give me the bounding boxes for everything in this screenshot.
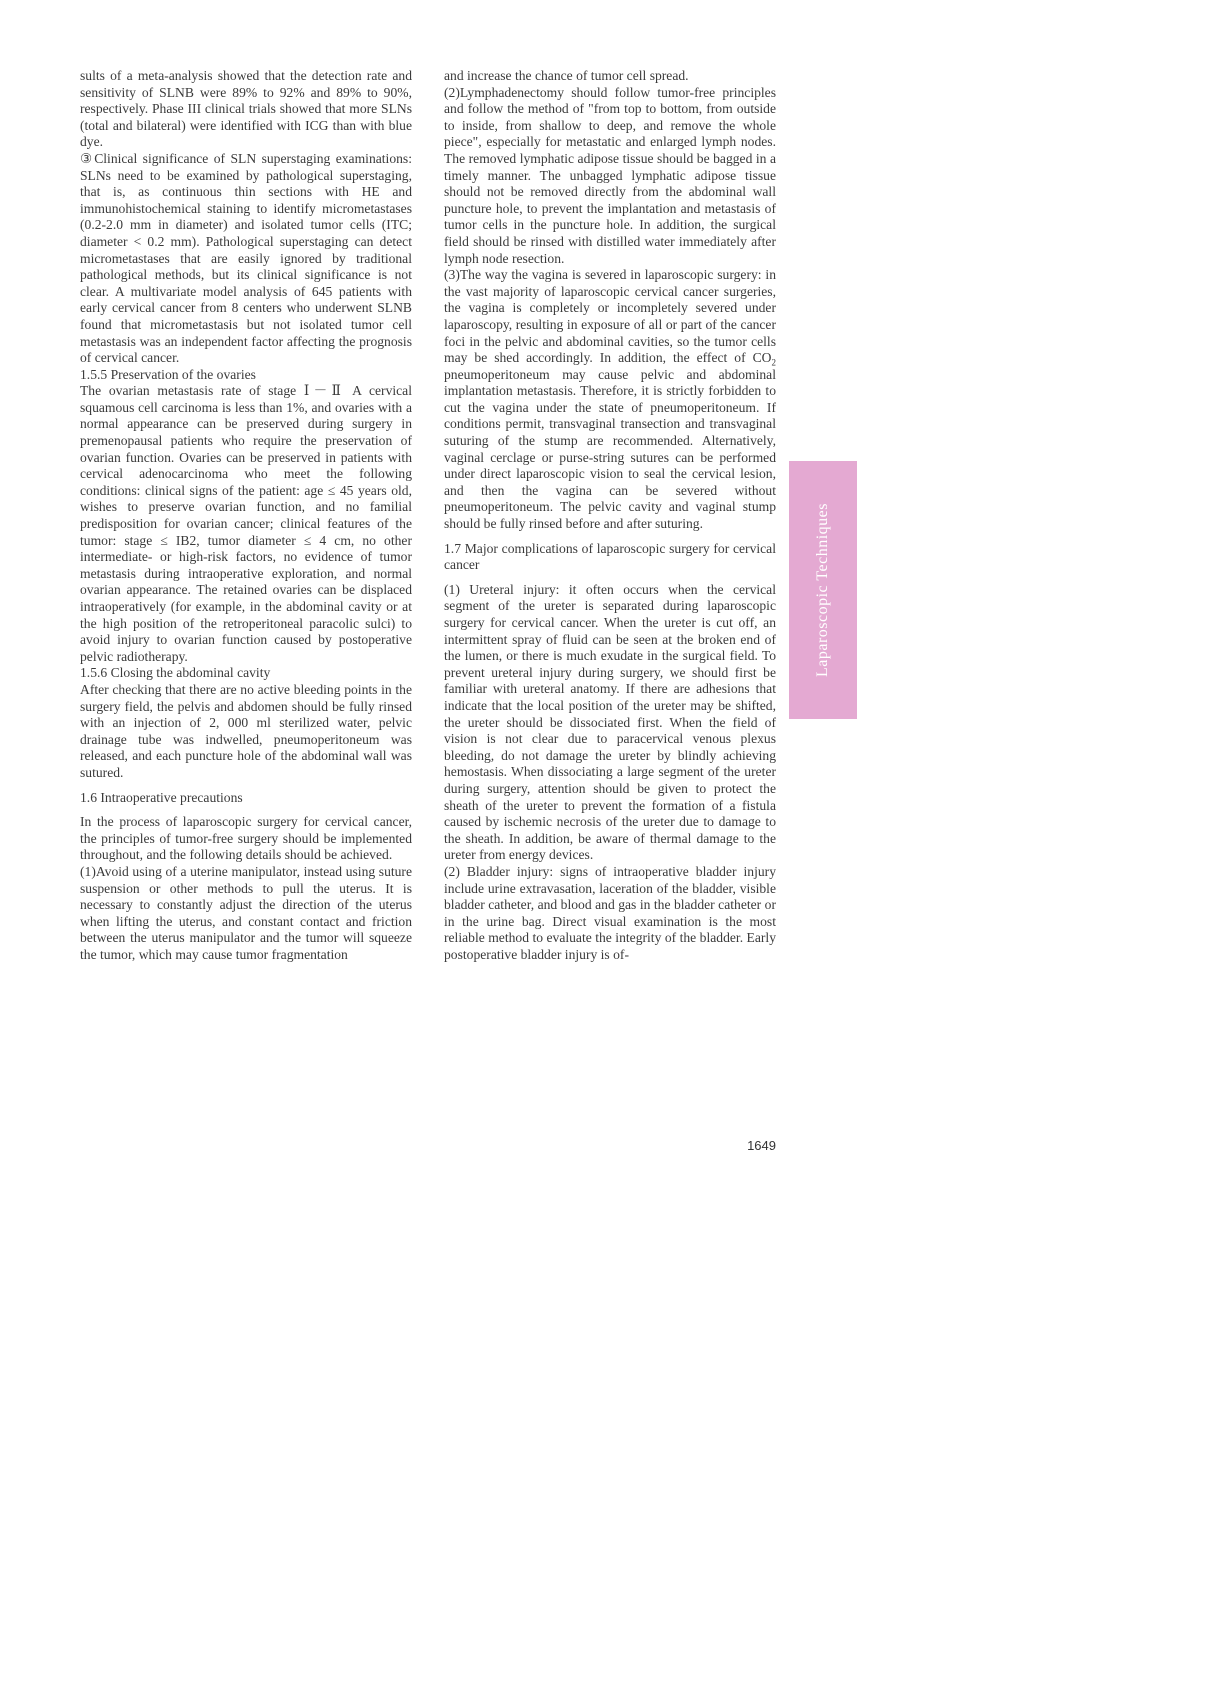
paragraph-ureteral-injury: (1) Ureteral injury: it often occurs when the cervical segment of the ureter is separated during laparoscopic surgery for cervical cancer. When the ureter is cut off, an intermittent spray of fluid can be seen at the broken end of the lumen, or there is much exudate in the surgical field. To prevent ureteral injury during surgery, we should first be familiar with ureteral anatomy. If there are adhesions that indicate that the local position of the ureter may be shifted, the ureter should be dissociated first. When the field of vision is not clear due to paracervical venous plexus bleeding, do not damage the ureter by blindly achieving hemostasis. When dissociating a large segment of the ureter during surgery, attention should be given to protect the sheath of the ureter to prevent the formation of a fistula caused by ischemic necrosis of the ureter due to damage to the sheath. In addition, be aware of thermal damage to the ureter from energy devices. (444, 581, 776, 863)
section-heading: 1.5.6 Closing the abdominal cavity (80, 665, 271, 681)
section-side-tab (789, 461, 857, 719)
section-heading: 1.5.5 Preservation of the ovaries (80, 366, 256, 382)
section-heading-complications: 1.7 Major complications of laparoscopic surgery for cervical cancer (444, 540, 776, 573)
section-heading: 1.6 Intraoperative precautions (80, 789, 243, 805)
paragraph-bladder-injury: (2) Bladder injury: signs of intraoperative bladder injury include urine extravasation, laceration of the bladder, visible bladder catheter, and blood and gas in the bladder catheter or in the urine bag. Direct visual examination is the most reliable method to evaluate the integrity of the bladder. Early postoperative bladder injury is of- (444, 863, 776, 962)
paragraph: ③Clinical significance of SLN superstaging examinations: SLNs need to be examined by pathological superstaging, that is, as continuous thin sections with HE and immunohistochemical staining to identify micrometastases (0.2-2.0 mm in diameter) and isolated tumor cells (ITC; diameter < 0.2 mm). Pathological superstaging can detect micrometastases that are easily ignored by traditional pathological methods, but its clinical significance is not clear. A multivariate model analysis of 645 patients with early cervical cancer from 8 centers who underwent SLNB found that micrometastasis but not isolated tumor cell metastasis was an independent factor affecting the prognosis of cervical cancer. (80, 150, 412, 366)
left-text-column (80, 68, 412, 963)
paragraph: sults of a meta-analysis showed that the detection rate and sensitivity of SLNB were 89% to 92% and 89% to 90%, respectively. Phase III clinical trials showed that more SLNs (total and bilateral) were identified with ICG than with blue dye. (80, 68, 412, 150)
vagina-text-after: pneumoperitoneum may cause pelvic and abdominal implantation metastasis. Therefore, it is strictly forbidden to cut the vagina under the state of pneumoperitoneum. If conditions permit, transvaginal transection and transvaginal suturing of the stump are recommended. Alternatively, vaginal cerclage or purse-string sutures can be performed under direct laparoscopic vision to seal the cervical lesion, and then the vagina can be severed without pneumoperitoneum. The pelvic cavity and vaginal stump should be fully rinsed before and after suturing. (444, 366, 776, 532)
paragraph-vagina-severing (444, 267, 776, 533)
paragraph-lymphadenectomy: (2)Lymphadenectomy should follow tumor-free principles and follow the method of "from top to bottom, from outside to inside, from shallow to deep, and remove the whole piece", especially for metastatic and enlarged lymph nodes. The removed lymphatic adipose tissue should be bagged in a timely manner. The unbagged lymphatic adipose tissue should not be removed directly from the abdominal wall puncture hole, to prevent the implantation and metastasis of tumor cells in the puncture hole. In addition, the surgical field should be rinsed with distilled water immediately after lymph node resection. (444, 84, 776, 266)
paragraph: The ovarian metastasis rate of stage Ⅰ－Ⅱ A cervical squamous cell carcinoma is less than 1%, and ovaries with a normal appearance can be preserved during surgery in premenopausal patients who require the preservation of ovarian function. Ovaries can be preserved in patients with cervical adenocarcinoma who meet the following conditions: clinical signs of the patient: age ≤ 45 years old, wishes to preserve ovarian function, and no familial predisposition for ovarian cancer; clinical features of the tumor: stage ≤ IB2, tumor diameter ≤ 4 cm, no other intermediate- or high-risk factors, no evidence of tumor metastasis during intraoperative exploration, and normal ovarian appearance. The retained ovaries can be displaced intraoperatively (for example, in the abdominal cavity or at the high position of the retroperitoneal paracolic sulci) to avoid injury to ovarian function caused by postoperative pelvic radiotherapy. (80, 383, 412, 664)
paragraph-intro: and increase the chance of tumor cell spread. (444, 68, 689, 83)
co2-subscript: 2 (771, 357, 776, 368)
page-number: 1649 (747, 1138, 776, 1153)
side-tab-label: Laparoscopic Techniques (814, 502, 831, 678)
paragraph: After checking that there are no active bleeding points in the surgery field, the pelvis and abdomen should be fully rinsed with an injection of 2, 000 ml sterilized water, pelvic drainage tube was indwelled, pneumoperitoneum was released, and each puncture hole of the abdominal wall was sutured. (80, 681, 412, 780)
vagina-text-before: (3)The way the vagina is severed in laparoscopic surgery: in the vast majority of laparoscopic cervical cancer surgeries, the vagina is completely or incompletely severed under laparoscopy, resulting in exposure of all or part of the cancer foci in the pelvic and abdominal cavities, so the tumor cells may be shed accordingly. In addition, the effect of CO (444, 267, 776, 366)
paragraph: (1)Avoid using of a uterine manipulator, instead using suture suspension or other methods to pull the uterus. It is necessary to constantly adjust the direction of the uterus when lifting the uterus, and constant contact and friction between the uterus manipulator and the tumor will squeeze the tumor, which may cause tumor fragmentation (80, 863, 412, 962)
right-text-column (444, 68, 776, 963)
paragraph: In the process of laparoscopic surgery for cervical cancer, the principles of tumor-free surgery should be implemented throughout, and the following details should be achieved. (80, 814, 412, 863)
